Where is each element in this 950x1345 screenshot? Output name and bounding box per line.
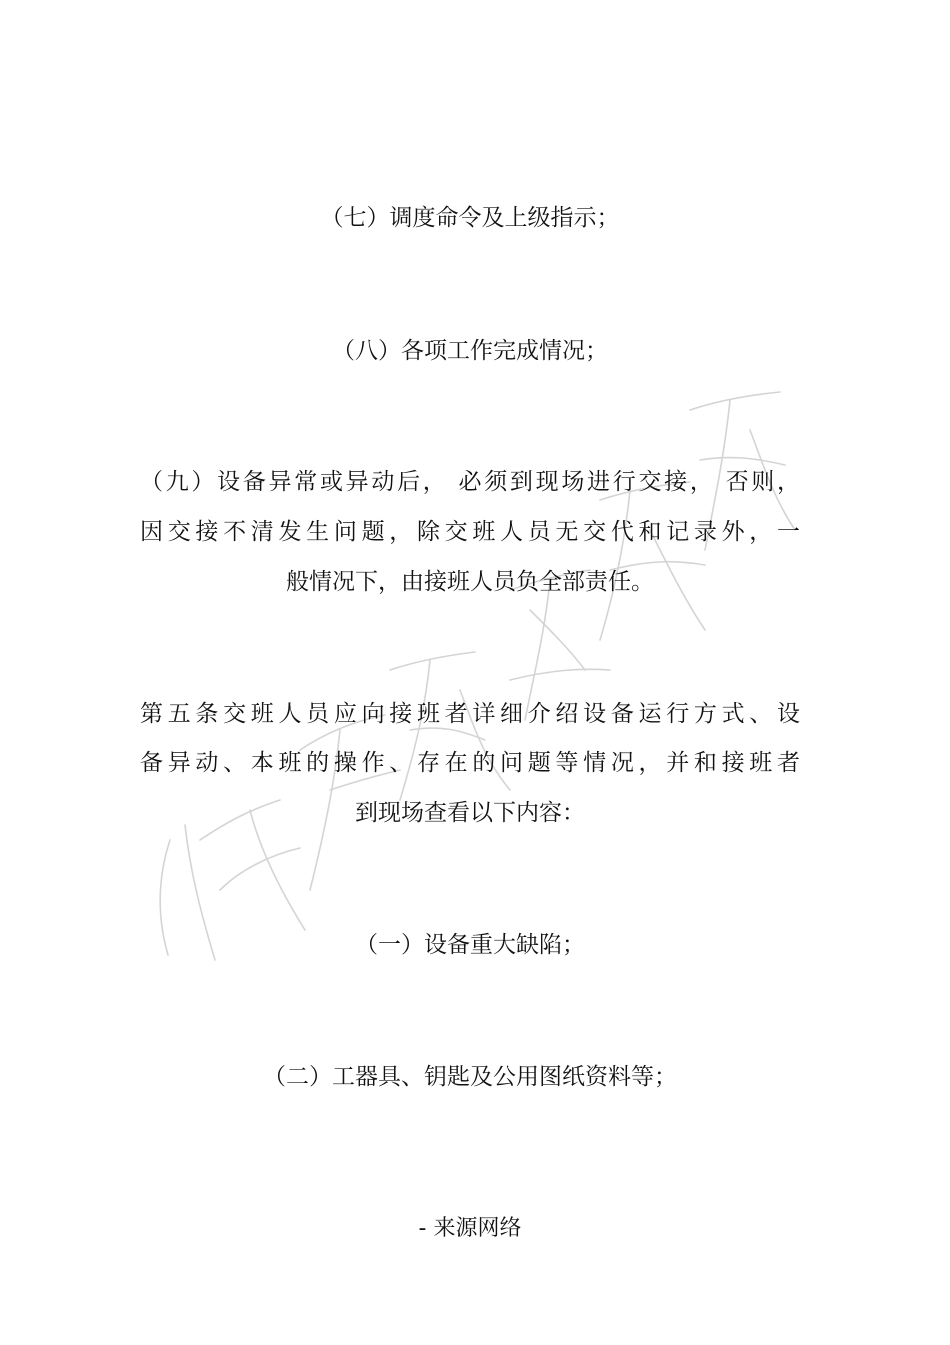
article-5-line-1: 第五条交班人员应向接班者详细介绍设备运行方式、设 xyxy=(140,701,800,727)
item-9-line-2: 因交接不清发生问题，除交班人员无交代和记录外，一 xyxy=(140,519,800,545)
item-7: （七）调度命令及上级指示； xyxy=(320,205,620,231)
sub-item-1: （一）设备重大缺陷； xyxy=(355,932,585,958)
item-9-line-1: （九）设备异常或异动后， 必须到现场进行交接， 否则， xyxy=(140,469,800,495)
item-8: （八）各项工作完成情况； xyxy=(332,338,608,364)
item-9-line-3: 般情况下，由接班人员负全部责任。 xyxy=(286,569,654,595)
sub-item-2: （二）工器具、钥匙及公用图纸资料等； xyxy=(263,1064,677,1090)
handwritten-watermark xyxy=(130,370,810,970)
article-5-line-2: 备异动、本班的操作、存在的问题等情况，并和接班者 xyxy=(140,750,800,776)
article-5-line-3: 到现场查看以下内容： xyxy=(355,800,585,826)
page-footer: - 来源网络 xyxy=(418,1216,522,1241)
